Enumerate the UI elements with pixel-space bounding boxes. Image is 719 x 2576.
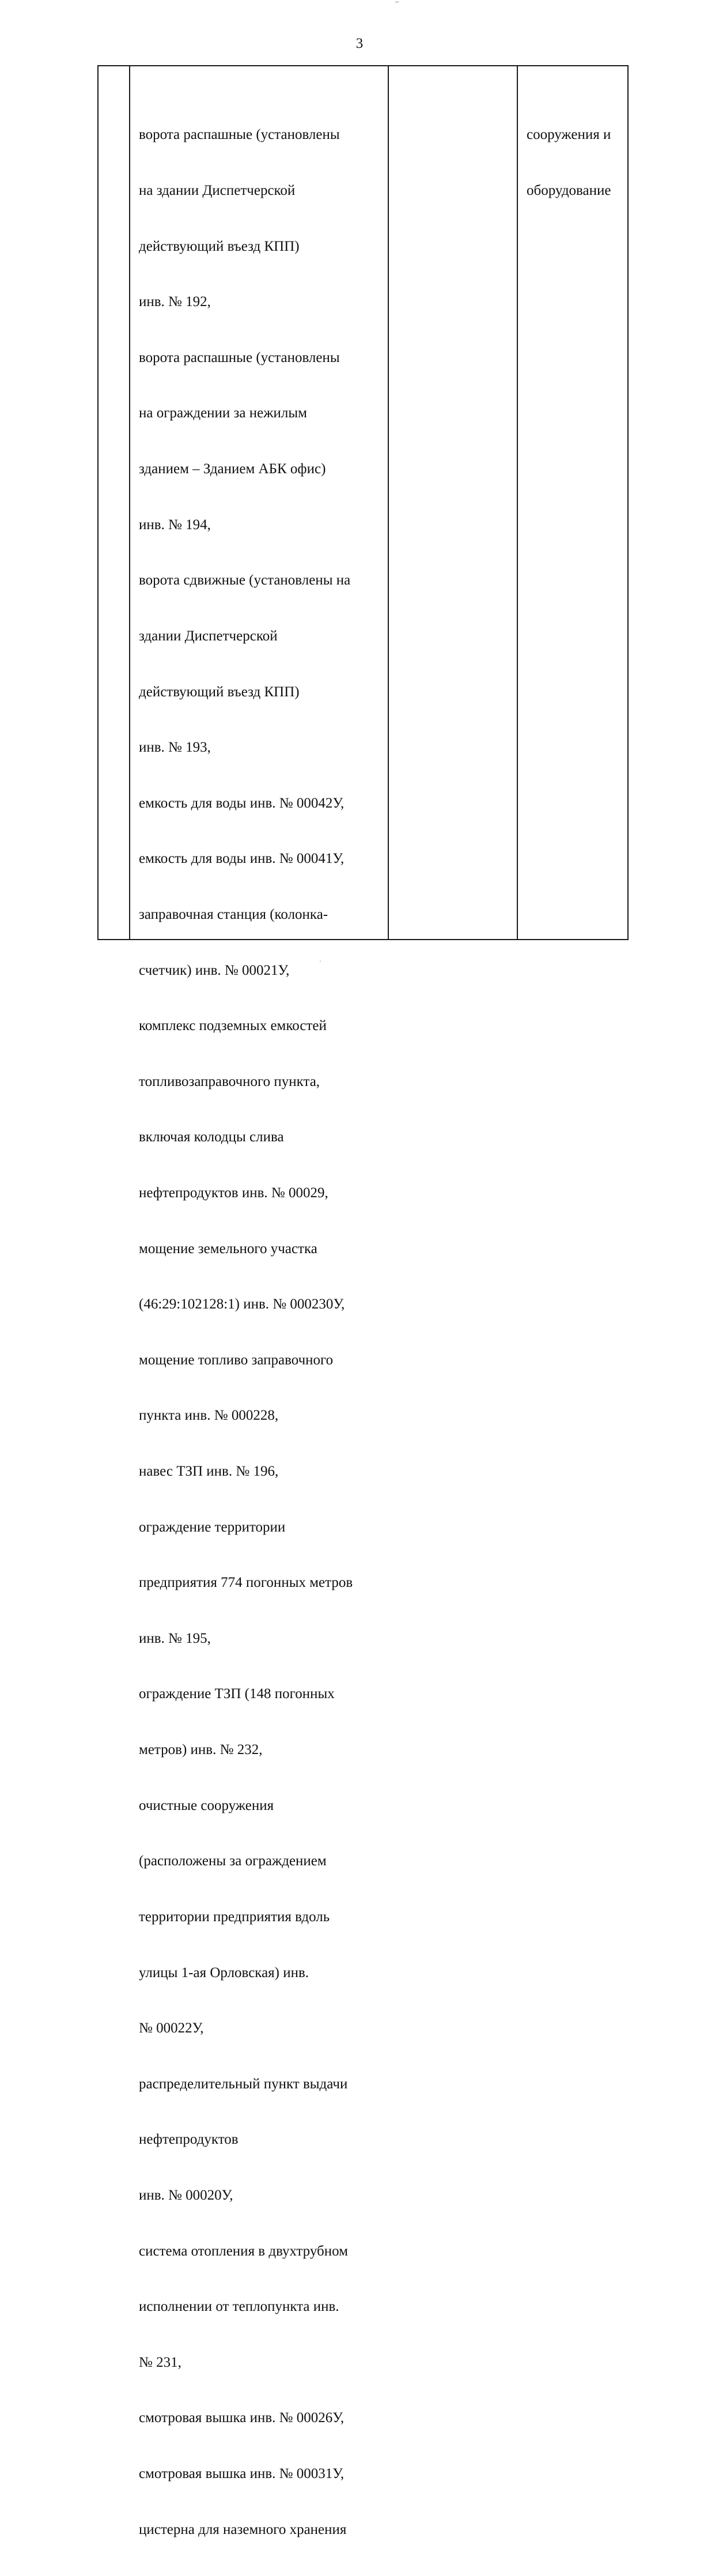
text-line: сооружения и (527, 127, 611, 143)
column-divider (129, 66, 130, 939)
text-line: предприятия 774 погонных метров (139, 1575, 353, 1591)
text-line: (46:29:102128:1) инв. № 000230У, (139, 1296, 345, 1312)
text-line: включая колодцы слива (139, 1129, 284, 1145)
page-number: 3 (355, 36, 364, 51)
text-line: мощение земельного участка (139, 1240, 317, 1257)
text-line: нефтепродуктов инв. № 00029, (139, 1185, 328, 1201)
text-line: метров) инв. № 232, (139, 1742, 263, 1758)
text-line: очистные сооружения (139, 1797, 274, 1813)
text-line: на ограждении за нежилым (139, 405, 307, 421)
text-line: цистерна для наземного хранения (139, 2521, 347, 2537)
text-line: заправочная станция (колонка- (139, 906, 328, 922)
text-line: система отопления в двухтрубном (139, 2243, 348, 2259)
text-line: смотровая вышка инв. № 00031У, (139, 2466, 345, 2481)
text-line: инв. № 195, (139, 1630, 211, 1646)
text-line: территории предприятия вдоль (139, 1909, 330, 1925)
text-line: ворота распашные (установлены (139, 349, 340, 365)
text-line: инв. № 194, (139, 516, 211, 533)
text-line: № 231, (139, 2354, 181, 2370)
text-line: ограждение ТЗП (148 погонных (139, 1686, 335, 1702)
property-list-cell (139, 89, 353, 2576)
property-type-cell (527, 89, 611, 237)
text-line: инв. № 193, (139, 740, 211, 756)
text-line: оборудование (527, 183, 611, 199)
text-line: топливозаправочного пункта, (139, 1073, 320, 1089)
text-line: зданием – Зданием АБК офис) (139, 461, 326, 477)
text-line: исполнении от теплопункта инв. (139, 2299, 339, 2315)
text-line: емкость для воды инв. № 00041У, (139, 851, 345, 867)
text-line: счетчик) инв. № 00021У, (139, 962, 290, 978)
text-line: инв. № 192, (139, 294, 211, 310)
text-line: мощение топливо заправочного (139, 1352, 334, 1368)
text-line: комплекс подземных емкостей (139, 1018, 327, 1034)
property-table (97, 65, 629, 2537)
text-line: действующий въезд КПП) (139, 684, 300, 700)
column-divider (517, 66, 518, 939)
text-line: № 00022У, (139, 2020, 204, 2036)
text-line: инв. № 00020У, (139, 2187, 233, 2203)
column-divider (388, 66, 389, 939)
text-line: (расположены за ограждением (139, 1853, 327, 1869)
text-line: распределительный пункт выдачи (139, 2076, 348, 2092)
text-line: улицы 1-ая Орловская) инв. (139, 1964, 309, 1981)
text-line: на здании Диспетчерской (139, 183, 296, 199)
text-line: нефтепродуктов (139, 2132, 239, 2148)
text-line: пункта инв. № 000228, (139, 1408, 279, 1424)
text-line: здании Диспетчерской (139, 628, 278, 644)
text-line: ограждение территории (139, 1519, 286, 1535)
text-line: емкость для воды инв. № 00042У, (139, 795, 345, 811)
text-line: смотровая вышка инв. № 00026У, (139, 2410, 345, 2426)
text-line: ворота сдвижные (установлены на (139, 572, 351, 589)
text-line: ворота распашные (установлены (139, 127, 340, 143)
text-line: действующий въезд КПП) (139, 238, 300, 254)
text-line: навес ТЗП инв. № 196, (139, 1464, 279, 1480)
